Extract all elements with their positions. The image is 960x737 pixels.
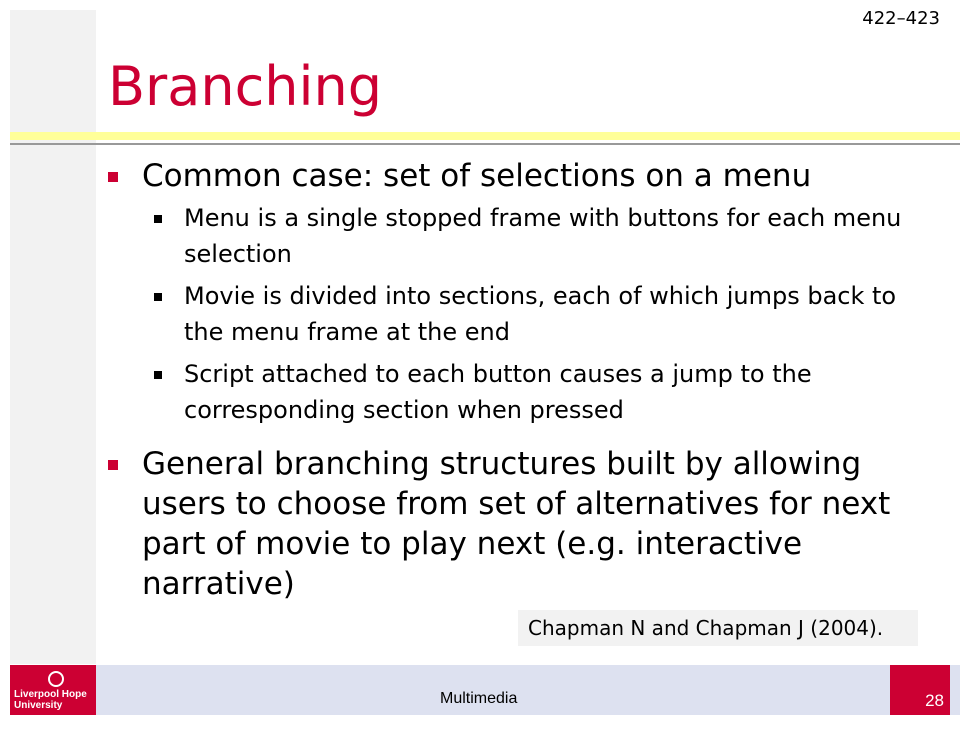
page-reference: 422–423 — [862, 8, 940, 29]
logo-emblem-icon — [48, 671, 64, 687]
sub-bullet-text: Movie is divided into sections, each of which jumps back to the menu frame at the end — [184, 282, 897, 346]
slide-number: 28 — [890, 665, 950, 715]
title-underline-rule — [10, 143, 960, 145]
logo-line-1: Liverpool Hope — [14, 689, 87, 700]
sub-bullet-item — [104, 278, 924, 350]
university-logo — [10, 665, 96, 715]
square-bullet-icon — [154, 371, 162, 379]
sub-bullet-text: Menu is a single stopped frame with buttons for each menu selection — [184, 204, 902, 268]
square-bullet-icon — [154, 293, 162, 301]
slide-title: Branching — [108, 55, 382, 118]
square-bullet-icon — [108, 460, 118, 470]
square-bullet-icon — [154, 215, 162, 223]
square-bullet-icon — [108, 172, 118, 182]
bullet-text: Common case: set of selections on a menu — [142, 158, 812, 194]
footer-course-name: Multimedia — [440, 690, 518, 707]
citation-box: Chapman N and Chapman J (2004). — [518, 610, 918, 646]
bullet-item — [104, 444, 924, 604]
bullet-text: General branching structures built by allowing users to choose from set of alternatives for next part of movie to play next (e.g. interactive narrative) — [142, 446, 891, 602]
logo-text — [14, 689, 94, 711]
left-strip — [10, 10, 96, 664]
title-underline-highlight — [10, 132, 960, 140]
bullet-item — [104, 156, 924, 196]
sub-bullet-text: Script attached to each button causes a jump to the corresponding section when pressed — [184, 360, 812, 424]
sub-bullet-item — [104, 356, 924, 428]
logo-line-2: University — [14, 700, 63, 711]
sub-bullet-item — [104, 200, 924, 272]
slide-body — [104, 156, 924, 604]
